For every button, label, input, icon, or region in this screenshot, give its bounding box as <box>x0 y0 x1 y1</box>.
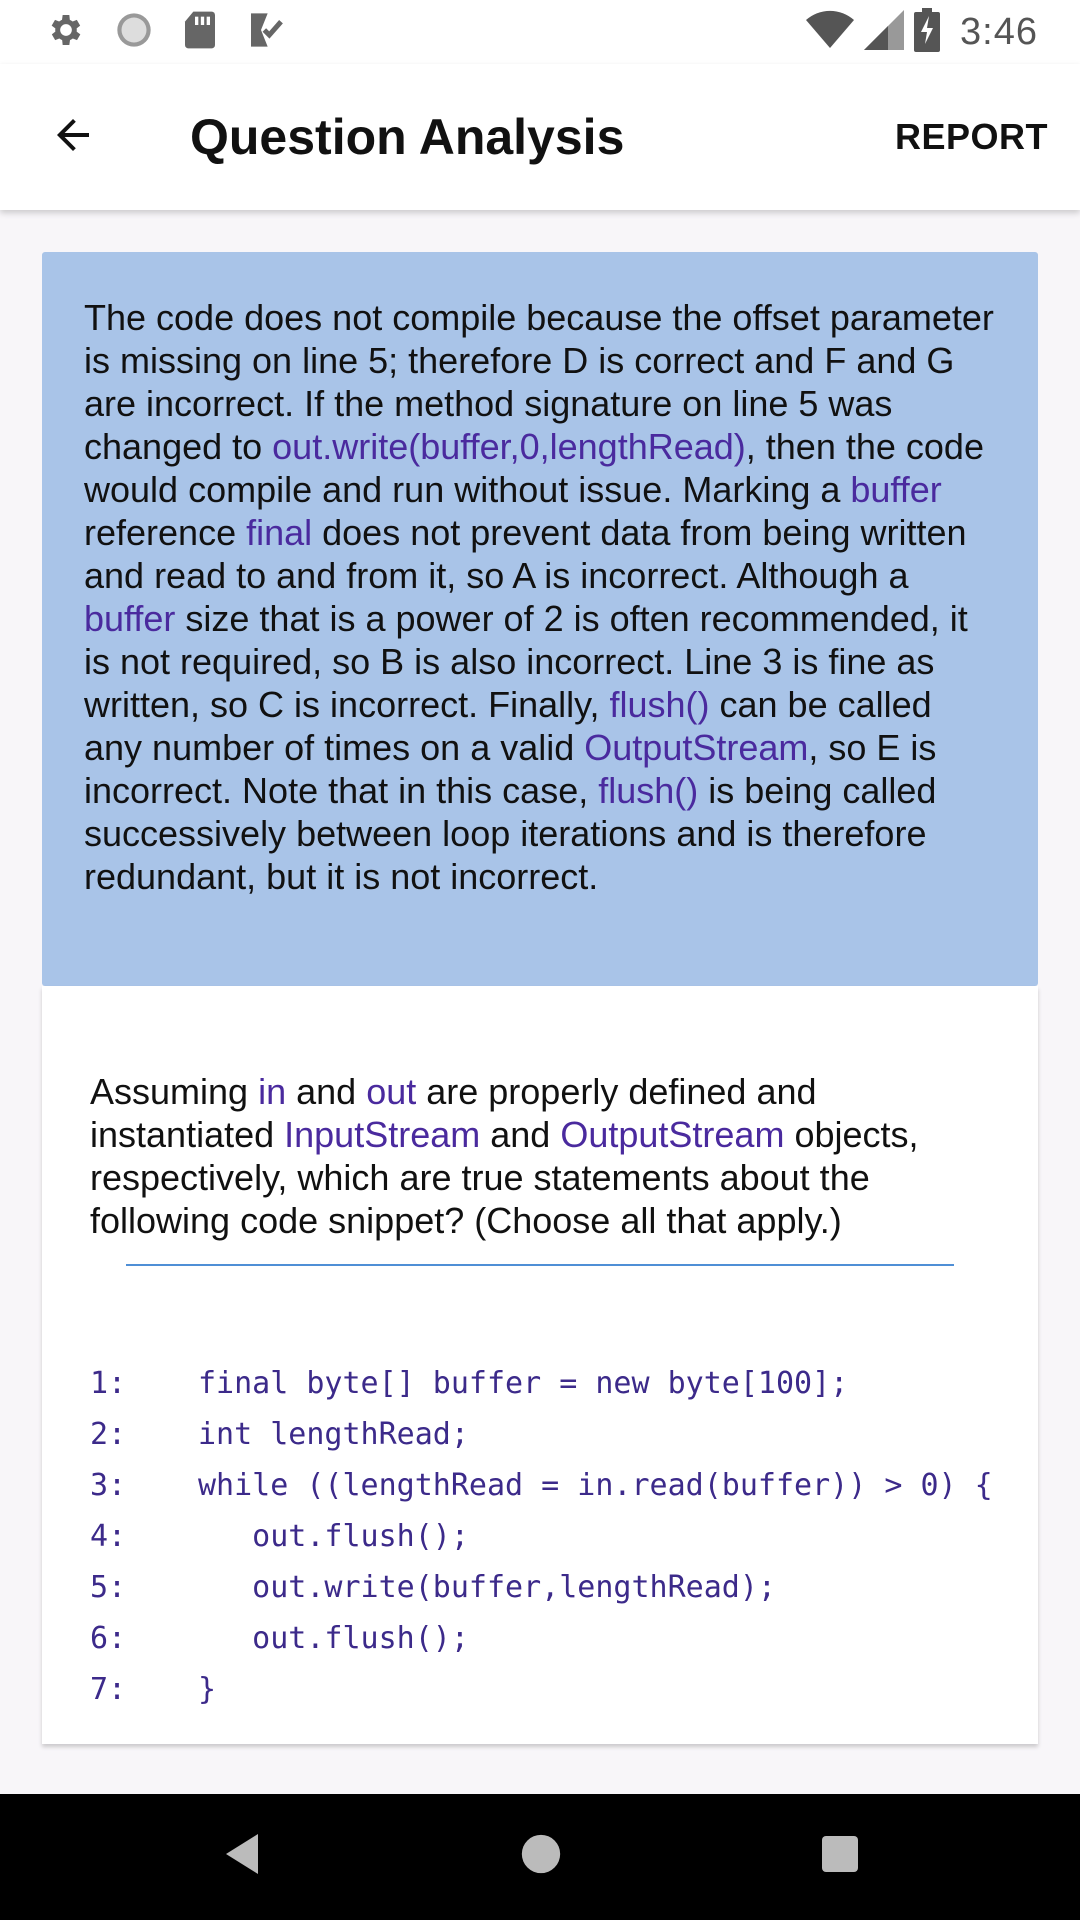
report-button[interactable]: REPORT <box>894 116 1048 157</box>
code-line-number: 1: <box>90 1366 127 1401</box>
text-segment: can be called any number of times on a valid <box>84 684 932 768</box>
loading-circle-icon <box>114 10 154 50</box>
code-line-text: out.flush(); <box>198 1519 469 1554</box>
text-segment: and <box>480 1114 561 1155</box>
battery-charging-icon <box>914 8 940 57</box>
wifi-icon <box>806 10 854 55</box>
code-line-text: } <box>198 1672 217 1707</box>
code-line-number: 6: <box>90 1621 127 1656</box>
status-bar-notifications <box>46 10 286 50</box>
code-keyword: OutputStream <box>584 727 809 768</box>
code-line-number: 5: <box>90 1570 127 1605</box>
text-segment: size that is a power of 2 is often recommended, it is not required, so B is also incorrect. Line 3 is fine as written, so C is incorrect. Finally, <box>84 598 968 725</box>
code-line-number: 7: <box>90 1672 127 1707</box>
code-line-text: out.flush(); <box>198 1621 469 1656</box>
code-keyword: in <box>258 1071 287 1112</box>
status-bar <box>0 0 1080 64</box>
text-segment: does not prevent data from being written and read to and from it, so A is incorrect. Although a <box>84 512 967 596</box>
text-segment: are properly defined and instantiated <box>90 1071 817 1155</box>
app-bar <box>0 64 1080 210</box>
text-segment: The code does not compile because the offset parameter is missing on line 5; therefore D is correct and F and G are incorrect. If the method signature on line 5 was changed to <box>84 297 994 467</box>
page-title: Question Analysis <box>190 109 625 165</box>
text-segment: , then the code would compile and run without issue. Marking a <box>84 426 984 510</box>
code-line <box>90 1511 993 1562</box>
code-line-text: while ((lengthRead = in.read(buffer)) > 0) { <box>198 1468 993 1503</box>
arrow-back-icon <box>49 111 97 164</box>
navigation-bar <box>0 1794 1080 1920</box>
code-line-number: 4: <box>90 1519 127 1554</box>
code-keyword: InputStream <box>284 1114 481 1155</box>
content-area[interactable] <box>0 210 1080 1794</box>
answer-explanation-text <box>84 296 998 898</box>
code-line <box>90 1562 993 1613</box>
checklist-icon <box>246 10 286 50</box>
code-keyword: buffer <box>850 469 942 510</box>
code-line-text: out.write(buffer,lengthRead); <box>198 1570 776 1605</box>
home-circle-icon <box>518 1865 564 1882</box>
nav-home-button[interactable] <box>518 1830 564 1883</box>
gear-icon <box>46 10 86 50</box>
signal-icon <box>864 10 904 55</box>
code-keyword: final <box>246 512 313 553</box>
code-line <box>90 1409 993 1460</box>
status-bar-system <box>806 8 1038 57</box>
code-line <box>90 1613 993 1664</box>
text-segment: Assuming <box>90 1071 259 1112</box>
nav-recents-button[interactable] <box>818 1830 862 1883</box>
code-keyword: out.write(buffer,0,lengthRead) <box>272 426 746 467</box>
question-text <box>90 1070 990 1242</box>
code-keyword: buffer <box>84 598 176 639</box>
answer-explanation-box <box>42 252 1038 986</box>
text-segment: , so E is incorrect. Note that in this case, <box>84 727 937 811</box>
code-keyword: out <box>366 1071 417 1112</box>
sd-card-icon <box>182 10 218 50</box>
code-keyword: flush() <box>598 770 699 811</box>
divider <box>126 1264 954 1266</box>
code-line-text: final byte[] buffer = new byte[100]; <box>198 1366 849 1401</box>
code-line-number: 2: <box>90 1417 127 1452</box>
text-segment: and <box>286 1071 367 1112</box>
text-segment: reference <box>84 512 247 553</box>
text-segment: is being called successively between loop iterations and is therefore redundant, but it is not incorrect. <box>84 770 937 897</box>
code-line-text: int lengthRead; <box>198 1417 469 1452</box>
question-card <box>42 986 1038 1744</box>
status-time: 3:46 <box>960 11 1038 53</box>
nav-back-button[interactable] <box>222 1830 262 1883</box>
recents-square-icon <box>818 1865 862 1882</box>
code-line <box>90 1358 993 1409</box>
text-segment: objects, respectively, which are true statements about the following code snippet? (Choose all that apply.) <box>90 1114 919 1241</box>
code-keyword: flush() <box>609 684 710 725</box>
code-line <box>90 1664 993 1715</box>
back-triangle-icon <box>222 1865 262 1882</box>
code-line-number: 3: <box>90 1468 127 1503</box>
code-snippet <box>90 1358 993 1715</box>
back-button[interactable] <box>42 106 104 168</box>
code-keyword: OutputStream <box>560 1114 785 1155</box>
code-line <box>90 1460 993 1511</box>
